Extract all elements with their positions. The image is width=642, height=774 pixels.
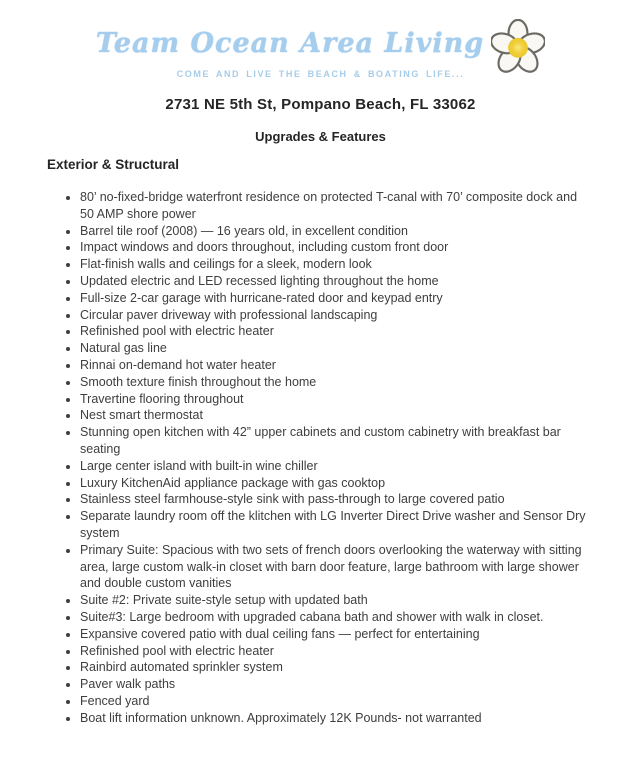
plumeria-flower-icon [491, 19, 545, 73]
logo-tagline: COME AND LIVE THE BEACH & BOATING LIFE... [176, 69, 465, 79]
logo-title: Team Ocean Area Living [95, 27, 485, 59]
features-list [47, 189, 594, 727]
list-item: • Expansive covered patio with dual ceiling fans — perfect for entertaining [80, 626, 594, 643]
list-item: • Paver walk paths [80, 676, 594, 693]
listing-address-title: 2731 NE 5th St, Pompano Beach, FL 33062 [165, 96, 476, 113]
list-item: • Circular paver driveway with professional landscaping [80, 307, 594, 324]
section-heading-exterior-structural: Exterior & Structural [47, 157, 180, 172]
list-item: • Rainbird automated sprinkler system [80, 659, 594, 676]
list-item: • Refinished pool with electric heater [80, 643, 594, 660]
brand-logo [47, 20, 594, 79]
list-item: • Barrel tile roof (2008) — 16 years old, in excellent condition [80, 223, 594, 240]
list-item: • Travertine flooring throughout [80, 391, 594, 408]
list-item: • Suite#3: Large bedroom with upgraded cabana bath and shower with walk in closet. [80, 609, 594, 626]
list-item: • Rinnai on-demand hot water heater [80, 357, 594, 374]
list-item: • 80’ no-fixed-bridge waterfront residence on protected T-canal with 70’ composite dock and 50 AMP shore power [80, 189, 594, 223]
list-item: • Stunning open kitchen with 42” upper cabinets and custom cabinetry with breakfast bar seating [80, 424, 594, 458]
upgrades-features-subtitle: Upgrades & Features [255, 129, 386, 144]
list-item: • Primary Suite: Spacious with two sets of french doors overlooking the waterway with sitting area, large custom walk-in closet with barn door feature, large bathroom with large shower and double custom vanities [80, 542, 594, 592]
list-item: • Suite #2: Private suite-style setup with updated bath [80, 592, 594, 609]
list-item: • Separate laundry room off the klitchen with LG Inverter Direct Drive washer and Sensor Dry system [80, 508, 594, 542]
list-item: • Fenced yard [80, 693, 594, 710]
list-item: • Impact windows and doors throughout, including custom front door [80, 239, 594, 256]
list-item: • Boat lift information unknown. Approximately 12K Pounds- not warranted [80, 710, 594, 727]
list-item: • Natural gas line [80, 340, 594, 357]
list-item: • Flat-finish walls and ceilings for a sleek, modern look [80, 256, 594, 273]
list-item: • Luxury KitchenAid appliance package with gas cooktop [80, 475, 594, 492]
list-item: • Full-size 2-car garage with hurricane-rated door and keypad entry [80, 290, 594, 307]
list-item: • Smooth texture finish throughout the home [80, 374, 594, 391]
list-item: • Updated electric and LED recessed lighting throughout the home [80, 273, 594, 290]
list-item: • Refinished pool with electric heater [80, 323, 594, 340]
list-item: • Stainless steel farmhouse-style sink with pass-through to large covered patio [80, 491, 594, 508]
list-item: • Nest smart thermostat [80, 407, 594, 424]
logo-row [47, 20, 594, 66]
list-item: • Large center island with built-in wine chiller [80, 458, 594, 475]
